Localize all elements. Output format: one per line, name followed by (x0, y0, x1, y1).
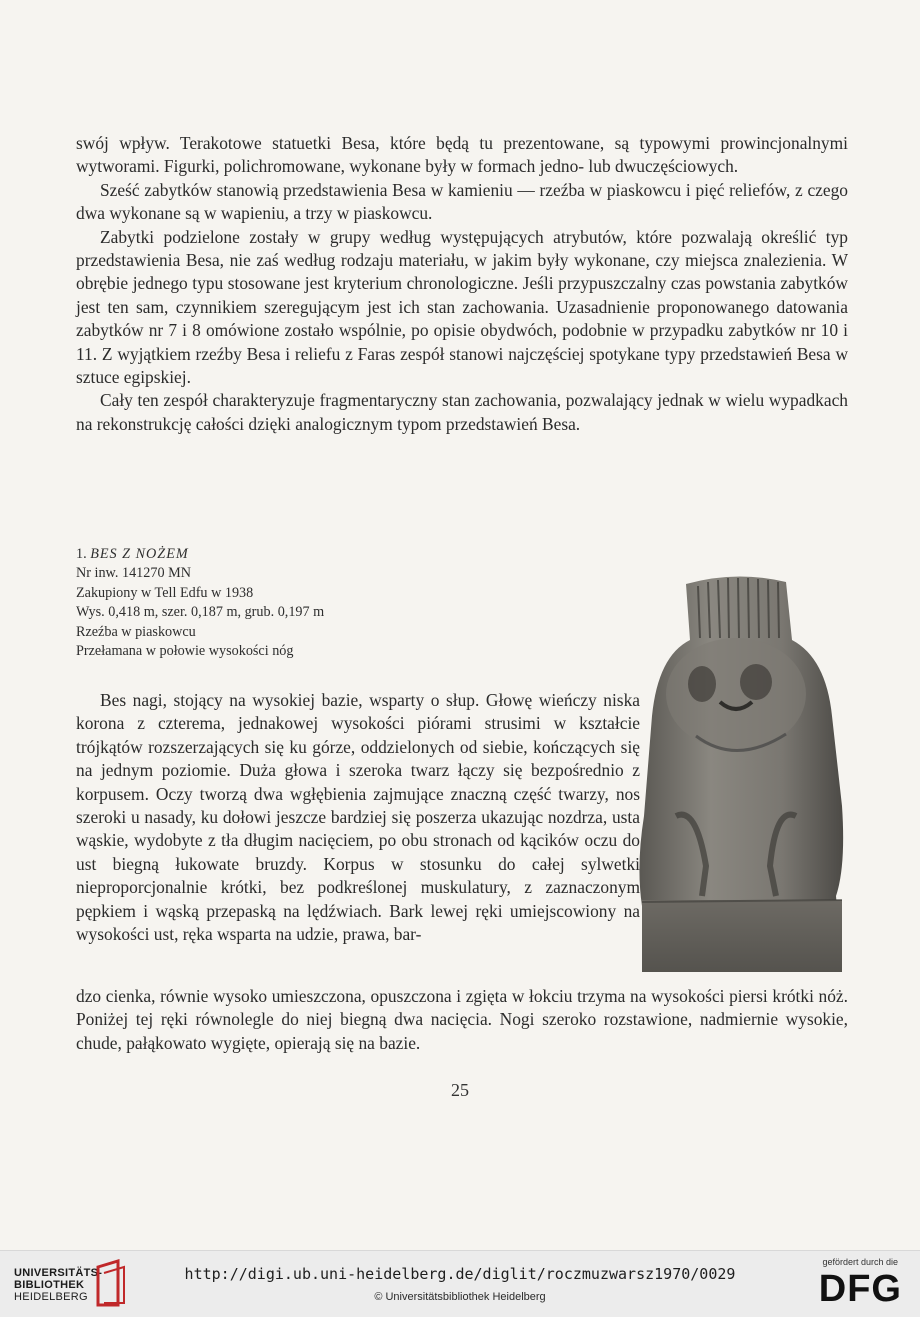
page-number: 25 (451, 1080, 469, 1100)
funded-by-caption: gefördert durch die (822, 1257, 898, 1267)
library-name-line-1: UNIVERSITÄTS- (14, 1267, 103, 1279)
entry-material: Rzeźba w piaskowcu (76, 623, 196, 640)
catalog-entry-header (76, 545, 406, 661)
library-name-line-2: BIBLIOTHEK (14, 1279, 85, 1291)
entry-number: 1. (76, 546, 87, 562)
entry-acquired: Zakupiony w Tell Edfu w 1938 (76, 584, 254, 601)
bes-sculpture-photo (636, 566, 848, 978)
entry-heading (76, 545, 406, 564)
intro-paragraph-1: swój wpływ. Terakotowe statuetki Besa, które będą tu prezentowane, są typowymi prowincjonalnymi wytworami. Figurki, polichromowane, wykonane były w formach jedno- lub dwuczęściowych. (76, 133, 848, 177)
permalink-url[interactable]: http://digi.ub.uni-heidelberg.de/diglit/roczmuzwarsz1970/0029 (184, 1265, 736, 1283)
footer-bar (0, 1250, 920, 1317)
copyright-text: © Universitätsbibliothek Heidelberg (374, 1291, 546, 1303)
intro-text (76, 132, 848, 436)
intro-paragraph-3: Zabytki podzielone zostały w grupy według występujących atrybutów, które pozwalają określić typ przedstawienia Besa, nie zaś według rodzaju materiału, w jakim były wykonane, czy miejsca znalezienia. W obrębie jednego typu stosowane jest kryterium chronologiczne. Jeśli przypuszczalny czas powstania zabytków jest ten sam, czynnikiem szeregującym jest ich stan zachowania. Uzasadnienie proponowanego datowania zabytków nr 7 i 8 omówione zostało wspólnie, po opisie obydwóch, podobnie w przypadku zabytków nr 10 i 11. Z wyjątkiem rzeźby Besa i reliefu z Faras zespół stanowi najczęściej spotykane typy przedstawień Besa w sztuce egipskiej. (76, 226, 848, 388)
entry-dimensions: Wys. 0,418 m, szer. 0,187 m, grub. 0,197 m (76, 604, 325, 621)
intro-paragraph-2: Sześć zabytków stanowią przedstawienia Besa w kamieniu — rzeźba w piaskowcu i pięć reliefów, z czego dwa wykonane są w wapieniu, a trzy w piaskowcu. (76, 179, 848, 224)
description-text (76, 689, 640, 946)
entry-inventory: Nr inw. 141270 MN (76, 565, 191, 582)
dfg-logo[interactable]: DFG (818, 1268, 902, 1310)
library-name-line-3: HEIDELBERG (14, 1291, 88, 1303)
intro-paragraph-4: Cały ten zespół charakteryzuje fragmentaryczny stan zachowania, pozwalający jednak w wielu wypadkach na rekonstrukcję całości dzięki analogicznym typom przedstawień Besa. (76, 390, 848, 434)
entry-title: BES Z NOŻEM (90, 546, 189, 562)
entry-condition: Przełamana w połowie wysokości nóg (76, 643, 294, 660)
description-part-1: Bes nagi, stojący na wysokiej bazie, wsparty o słup. Głowę wieńczy niska korona z czterema, jednakowej wysokości piórami strusimi w kształcie trójkątów rozszerzających się ku górze, oddzielonych od siebie, kończących się na jednym poziomie. Duża głowa i szeroka twarz łączy się bezpośrednio z korpusem. Oczy tworzą dwa wgłębienia zajmujące znaczną część twarzy, nos szeroki u nasady, ku dołowi jeszcze bardziej się poszerza ukazując nozdrza, usta wąskie, wydobyte z tła długim nacięciem, po obu stronach od kącików oczu do ust biegną łukowate bruzdy. Korpus w stosunku do całej sylwetki nieproporcjonalnie krótki, bez podkreślonej muskulatury, z zaznaczonym pępkiem i wąską przepaską na lędźwiach. Bark lewej ręki umiejscowiony na wysokości ust, ręka wsparta na udzie, prawa, bar- (76, 690, 640, 945)
description-text-continued: dzo cienka, równie wysoko umieszczona, opuszczona i zgięta w łokciu trzyma na wysokości piersi krótki nóż. Poniżej tej ręki równolegle do niej biegną dwa nacięcia. Nogi szeroko rozstawione, nadmiernie wysokie, chude, pałąkowato wygięte, opierają się na bazie. (76, 986, 848, 1053)
